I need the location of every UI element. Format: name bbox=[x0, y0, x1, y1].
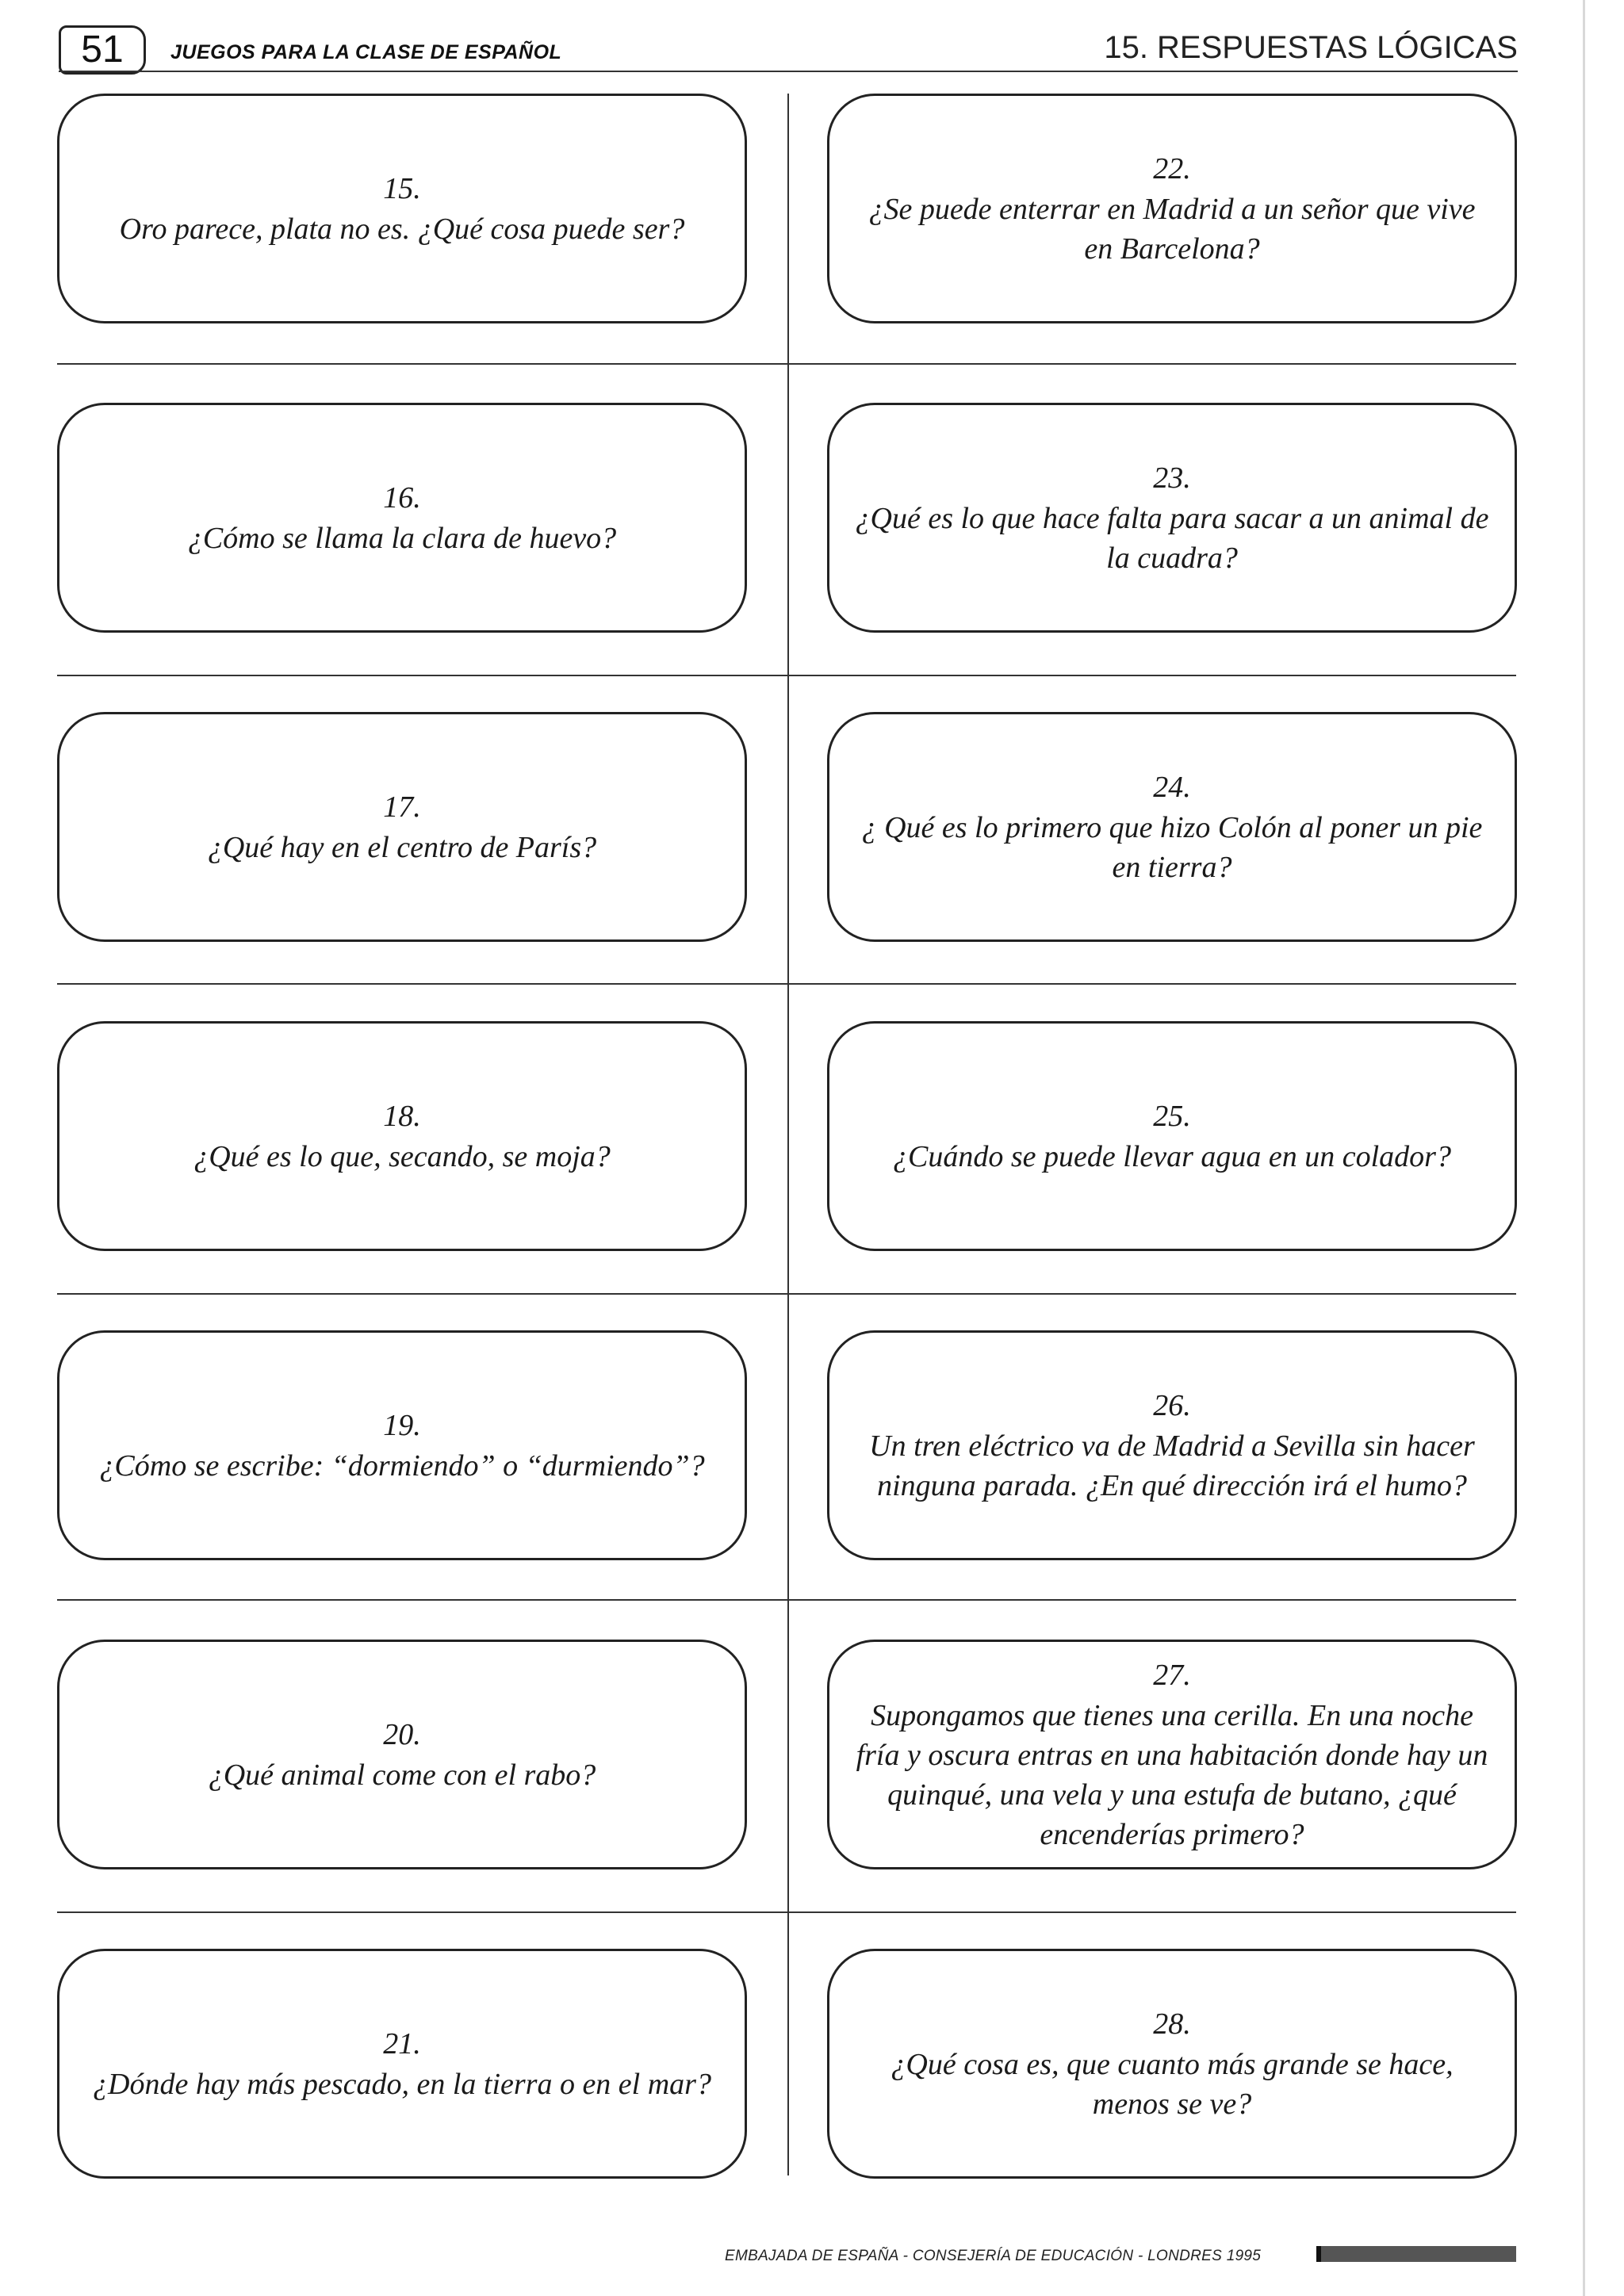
horizontal-cut-line bbox=[57, 675, 1516, 676]
horizontal-cut-line bbox=[57, 1911, 1516, 1913]
question-number: 23. bbox=[1153, 461, 1191, 495]
question-card bbox=[57, 94, 747, 323]
question-card bbox=[827, 1021, 1517, 1251]
question-card bbox=[827, 1330, 1517, 1560]
question-text: ¿Cómo se escribe: “dormiendo” o “durmiendo”? bbox=[99, 1449, 705, 1483]
question-number: 19. bbox=[383, 1409, 421, 1442]
question-number: 22. bbox=[1153, 152, 1191, 186]
question-text: ¿Cómo se llama la clara de huevo? bbox=[187, 522, 617, 555]
question-text: ¿Qué hay en el centro de París? bbox=[207, 831, 597, 864]
question-number: 26. bbox=[1153, 1389, 1191, 1422]
scan-edge-line bbox=[1583, 0, 1585, 2296]
question-text: Supongamos que tienes una cerilla. En una noche fría y oscura entras en una habitación donde hay un quinqué, una vela y una estufa de butano, ¿qué encenderías primero? bbox=[856, 1699, 1488, 1851]
question-card bbox=[57, 1949, 747, 2179]
question-card bbox=[827, 1949, 1517, 2179]
question-text: ¿Qué es lo que hace falta para sacar a un animal de la cuadra? bbox=[855, 502, 1489, 575]
question-text: ¿Qué cosa es, que cuanto más grande se hace, menos se ve? bbox=[891, 2048, 1454, 2121]
question-text: ¿Qué animal come con el rabo? bbox=[208, 1758, 596, 1792]
footer-bar bbox=[1316, 2246, 1516, 2262]
question-card bbox=[57, 1330, 747, 1560]
question-text: ¿Se puede enterrar en Madrid a un señor que vive en Barcelona? bbox=[868, 193, 1476, 266]
footer-credit: EMBAJADA DE ESPAÑA - CONSEJERÍA DE EDUCACIÓN - LONDRES 1995 bbox=[725, 2248, 1262, 2264]
question-card bbox=[57, 1021, 747, 1251]
question-number: 20. bbox=[383, 1718, 421, 1751]
question-text: ¿Qué es lo que, secando, se moja? bbox=[193, 1140, 611, 1173]
question-text: ¿Cuándo se puede llevar agua en un colador? bbox=[893, 1140, 1451, 1173]
question-card bbox=[827, 1640, 1517, 1869]
question-text: ¿Dónde hay más pescado, en la tierra o en el mar? bbox=[93, 2068, 711, 2101]
question-number: 27. bbox=[1153, 1659, 1191, 1692]
question-card bbox=[827, 94, 1517, 323]
horizontal-cut-line bbox=[57, 363, 1516, 365]
question-text: Un tren eléctrico va de Madrid a Sevilla sin hacer ninguna parada. ¿En qué dirección irá el humo? bbox=[869, 1429, 1475, 1502]
header-rule bbox=[59, 71, 1518, 72]
question-number: 15. bbox=[383, 172, 421, 205]
section-title: 15. RESPUESTAS LÓGICAS bbox=[1104, 30, 1518, 65]
footer-bar-tick bbox=[1316, 2246, 1321, 2262]
question-text: Oro parece, plata no es. ¿Qué cosa puede ser? bbox=[119, 212, 685, 246]
question-card bbox=[57, 403, 747, 633]
question-card bbox=[827, 403, 1517, 633]
question-number: 28. bbox=[1153, 2007, 1191, 2041]
question-card bbox=[57, 1640, 747, 1869]
question-text: ¿ Qué es lo primero que hizo Colón al poner un pie en tierra? bbox=[861, 811, 1483, 884]
question-number: 21. bbox=[383, 2027, 421, 2061]
question-number: 16. bbox=[383, 481, 421, 515]
question-number: 24. bbox=[1153, 771, 1191, 804]
question-number: 17. bbox=[383, 790, 421, 824]
horizontal-cut-line bbox=[57, 1599, 1516, 1601]
vertical-cut-line bbox=[787, 94, 789, 2175]
horizontal-cut-line bbox=[57, 983, 1516, 985]
question-number: 25. bbox=[1153, 1100, 1191, 1133]
question-card bbox=[57, 712, 747, 942]
page-number: 51 bbox=[59, 25, 146, 75]
question-number: 18. bbox=[383, 1100, 421, 1133]
horizontal-cut-line bbox=[57, 1293, 1516, 1295]
book-title: JUEGOS PARA LA CLASE DE ESPAÑOL bbox=[170, 41, 562, 63]
question-card bbox=[827, 712, 1517, 942]
